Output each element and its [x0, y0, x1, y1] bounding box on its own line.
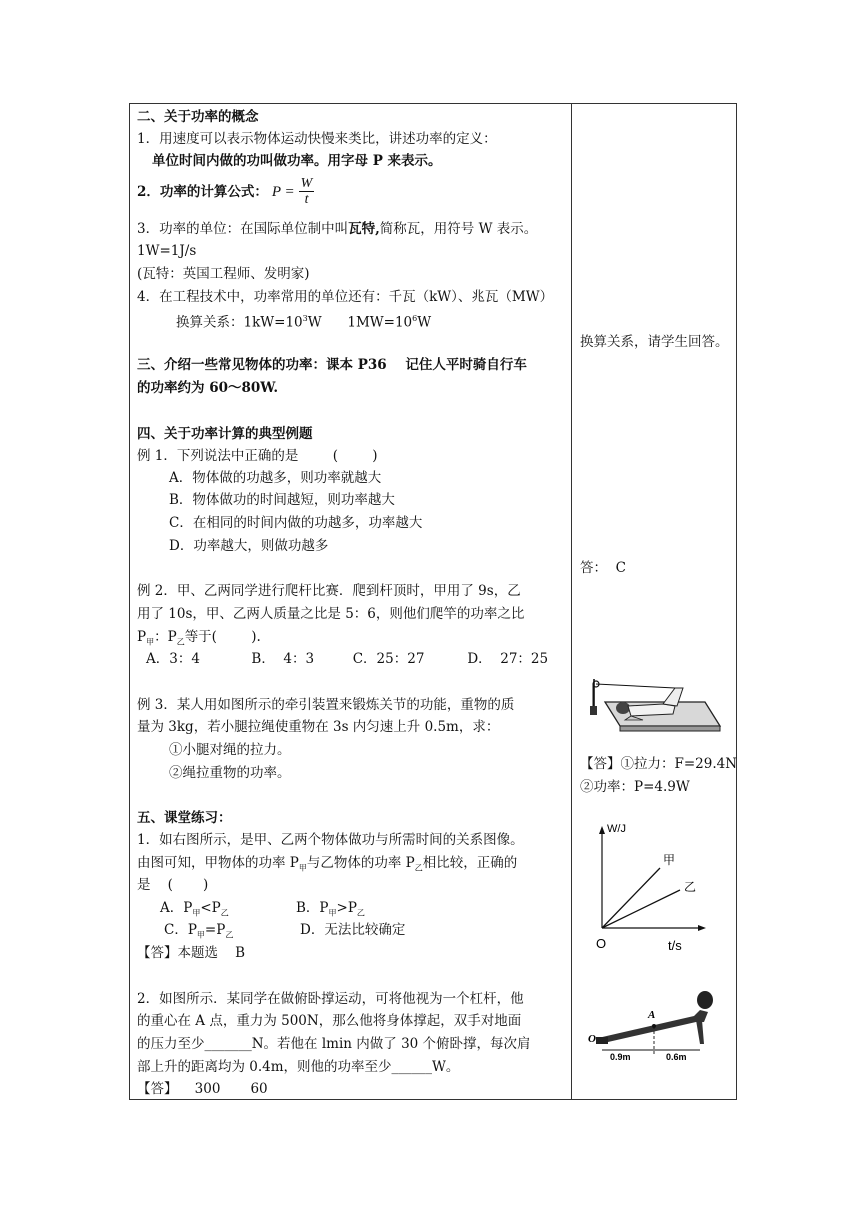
sec2-line-6: 4．在工程技术中，功率常用的单位还有：千瓦（kW）、兆瓦（MW） — [137, 289, 554, 305]
person-head — [616, 702, 630, 714]
line-jia — [602, 868, 660, 928]
opt-b-op: >P — [336, 900, 357, 916]
formula-numerator: W — [300, 176, 313, 191]
pushup-label-a: A — [648, 1009, 656, 1021]
section-2-title: 二、关于功率的概念 — [137, 109, 259, 125]
conv-b: W 1MW=10 — [307, 314, 413, 331]
example-2-line-1: 例 2．甲、乙两同学进行爬杆比赛．爬到杆顶时，甲用了 9s，乙 — [137, 583, 521, 599]
side-answer-example-3-power: ②功率：P=4.9W — [580, 779, 690, 795]
leg-exercise-figure — [583, 676, 725, 738]
unit-text-a: 3．功率的单位：在国际单位制中叫 — [137, 221, 349, 237]
y-axis-arrow — [599, 826, 605, 834]
practice-1-option-d: D．无法比较确定 — [300, 922, 406, 938]
practice-1-line-3: 是 ( ) — [137, 877, 209, 893]
sec2-line-5: (瓦特：英国工程师、发明家) — [137, 266, 310, 282]
practice-2-line-1: 2．如图所示．某同学在做俯卧撑运动，可将他视为一个杠杆，他 — [137, 991, 524, 1007]
formula-denominator: t — [304, 192, 309, 207]
opt-c-p: C．P — [164, 922, 197, 938]
opt-a-p: A．P — [160, 900, 193, 916]
formula-lhs: P = — [271, 183, 295, 200]
graph-origin: O — [596, 936, 607, 951]
ex2-mid: ：P — [154, 629, 177, 645]
graph-y-label: W/J — [607, 823, 626, 835]
example-3-question-1: ①小腿对绳的拉力。 — [169, 742, 291, 758]
example-2-options: A．3：4 B． 4：3 C．25：27 D． 27：25 — [146, 651, 549, 667]
formula-label: 2．功率的计算公式： — [137, 183, 268, 200]
section-3-line-1: 三、介绍一些常见物体的功率：课本 P36 记住人平时骑自行车 — [137, 357, 527, 373]
graph-x-label: t/s — [668, 938, 682, 953]
section-4-title: 四、关于功率计算的典型例题 — [137, 426, 313, 442]
practice-2-line-2: 的重心在 A 点，重力为 500N，那么他将身体撑起，双手对地面 — [137, 1013, 522, 1029]
ex2-sub-jia: 甲 — [146, 637, 155, 647]
graph-label-jia: 甲 — [663, 853, 676, 867]
practice-2-line-3: 的压力至少_______N。若他在 lmin 内做了 30 个俯卧撑，每次肩 — [137, 1036, 531, 1052]
conv-a: 换算关系：1kW=10 — [176, 314, 303, 331]
practice-1-line-1: 1．如右图所示，是甲、乙两个物体做功与所需时间的关系图像。 — [137, 832, 524, 848]
pushup-arm — [696, 1020, 704, 1044]
ex2-p: P — [137, 629, 147, 645]
example-1-option-c: C．在相同的时间内做的功越多，功率越大 — [169, 515, 423, 531]
formula-fraction — [299, 176, 315, 207]
section-5-title: 五、课堂练习： — [137, 810, 232, 826]
line-yi — [602, 890, 680, 928]
power-formula — [137, 176, 314, 207]
ex2-end: 等于( ). — [184, 629, 261, 645]
opt-b-sub2: 乙 — [356, 908, 365, 918]
side-answer-example-1: 答： C — [580, 560, 626, 576]
example-3-line-2: 量为 3kg，若小腿拉绳使重物在 3s 内匀速上升 0.5m，求： — [137, 719, 500, 735]
weight — [590, 706, 597, 715]
example-1: 例 1．下列说法中正确的是 ( ) — [137, 448, 378, 464]
side-answer-example-3-force: 【答】①拉力：F=29.4N — [580, 756, 738, 772]
pushup-label-o: O — [588, 1033, 596, 1045]
opt-c-sub2: 乙 — [225, 930, 234, 940]
pushup-figure — [584, 982, 724, 1062]
pushup-head — [697, 991, 713, 1009]
ex2-sub-yi: 乙 — [176, 637, 185, 647]
p1-text-a: 由图可知，甲物体的功率 P — [137, 855, 299, 871]
x-axis-arrow — [698, 925, 706, 931]
conversion-line — [176, 308, 431, 334]
opt-c-op: =P — [204, 922, 226, 938]
unit-text-c: 简称瓦，用符号 W 表示。 — [379, 221, 538, 237]
example-3-question-2: ②绳拉重物的功率。 — [169, 765, 291, 781]
side-note-conversion: 换算关系，请学生回答。 — [580, 334, 729, 350]
work-time-graph — [588, 818, 708, 953]
sec2-line-1: 1．用速度可以表示物体运动快慢来类比，讲述功率的定义： — [137, 131, 497, 147]
section-3-line-2: 的功率约为 60～80W. — [137, 380, 279, 396]
conv-c: W — [417, 314, 432, 331]
sec2-line-4: 1W=1J/s — [137, 243, 197, 259]
example-1-option-a: A．物体做的功越多，则功率就越大 — [169, 470, 382, 486]
p1-sub-jia: 甲 — [298, 863, 307, 873]
opt-a-sub2: 乙 — [220, 908, 229, 918]
example-3-line-1: 例 3．某人用如图所示的牵引装置来锻炼关节的功能，重物的质 — [137, 697, 515, 713]
pushup-feet — [596, 1037, 608, 1044]
power-definition: 单位时间内做的功叫做功率。用字母 P 来表示。 — [152, 153, 442, 169]
practice-2-line-4: 部上升的距离均为 0.4m，则他的功率至少______W。 — [137, 1059, 460, 1075]
conv-sup2: 6 — [412, 314, 418, 323]
rope — [596, 684, 675, 688]
opt-c-sub1: 甲 — [196, 930, 205, 940]
practice-1-answer: 【答】本题选 B — [137, 945, 246, 961]
opt-b-sub1: 甲 — [328, 908, 337, 918]
opt-b-p: B．P — [296, 900, 329, 916]
person-body — [628, 704, 675, 716]
unit-text-b: 瓦特, — [348, 221, 380, 237]
p1-text-b: 与乙物体的功率 P — [306, 855, 415, 871]
p1-text-c: 相比较，正确的 — [422, 855, 518, 871]
graph-label-yi: 乙 — [684, 880, 697, 894]
opt-a-sub1: 甲 — [192, 908, 201, 918]
practice-2-answer: 【答】 300 60 — [137, 1081, 268, 1097]
example-2-line-2: 用了 10s，甲、乙两人质量之比是 5：6，则他们爬竿的功率之比 — [137, 606, 525, 622]
example-1-option-b: B．物体做功的时间越短，则功率越大 — [169, 492, 395, 508]
pushup-distance-1: 0.9m — [610, 1052, 631, 1062]
bench-side — [620, 726, 720, 731]
opt-a-op: <P — [200, 900, 221, 916]
sec2-unit-line — [137, 218, 537, 240]
example-1-option-d: D．功率越大，则做功越多 — [169, 538, 329, 554]
conv-sup1: 3 — [302, 314, 308, 323]
pushup-distance-2: 0.6m — [666, 1052, 687, 1062]
p1-sub-yi: 乙 — [414, 863, 423, 873]
column-divider — [571, 103, 572, 1100]
